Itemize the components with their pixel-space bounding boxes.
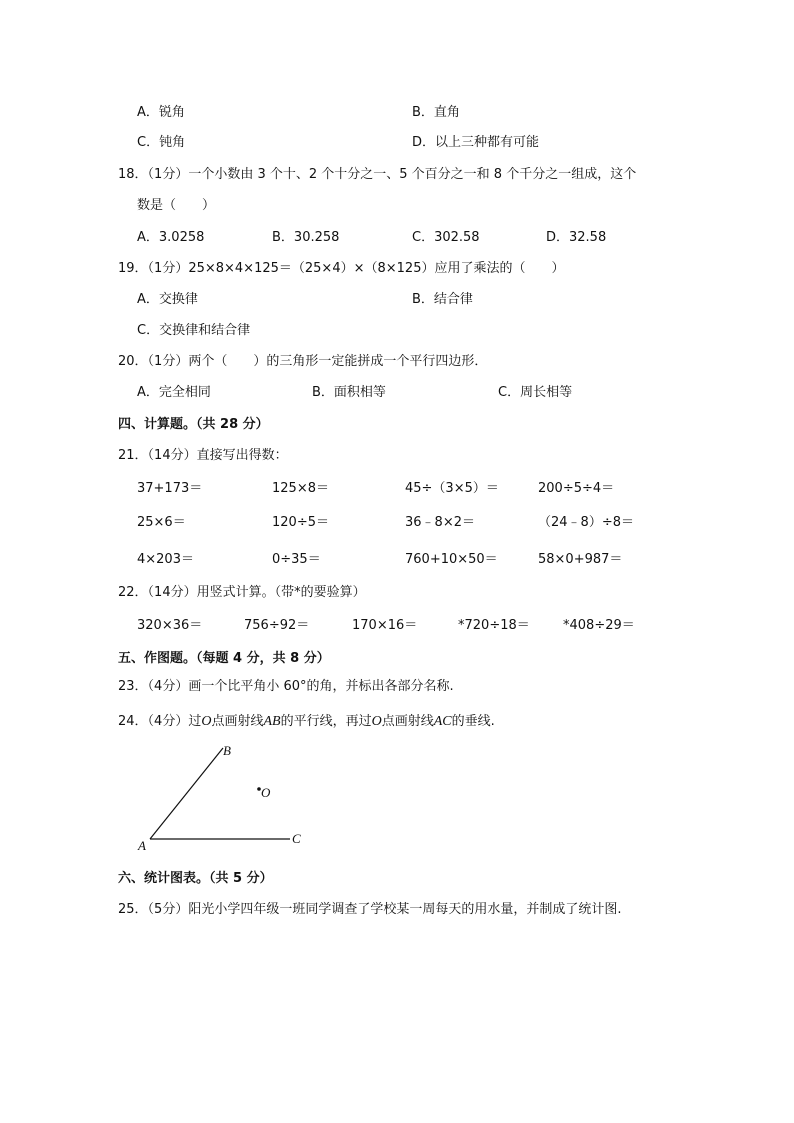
q20-option-c: C．周长相等 [498, 385, 573, 400]
q21-r3-c2: 0÷35＝ [272, 552, 321, 567]
q21-r1-c4: 200÷5÷4＝ [538, 481, 615, 496]
section5-title: 五、作图题。（每题 4 分，共 8 分） [118, 651, 330, 666]
q21-r3-c4: 58×0+987＝ [538, 552, 623, 567]
q24-point-o: O [201, 714, 212, 729]
q19-option-a: A．交换律 [137, 292, 198, 307]
q20-stem: 20．（1分）两个（ ）的三角形一定能拼成一个平行四边形． [118, 354, 488, 369]
q21-r1-c1: 37+173＝ [137, 481, 203, 496]
q24-point-o-2: O [371, 714, 382, 729]
q21-r2-c4: （24﹣8）÷8＝ [538, 515, 634, 530]
q20-option-b: B．面积相等 [312, 385, 386, 400]
q18-stem-line2: 数是（ ） [137, 198, 216, 213]
label-b: B [223, 743, 231, 758]
q24-stem-part-4: 点画射线 [381, 714, 434, 729]
q18-option-d: D．32.58 [546, 230, 607, 245]
q21-r3-c3: 760+10×50＝ [405, 552, 498, 567]
q22-stem: 22．（14分）用竖式计算。（带*的要验算） [118, 585, 366, 600]
q23-stem: 23．（4分）画一个比平角小 60°的角，并标出各部分名称. [118, 679, 454, 694]
q22-item-1: 320×36＝ [137, 618, 203, 633]
section6-title: 六、统计图表。（共 5 分） [118, 871, 273, 886]
q17-option-b: B．直角 [412, 105, 460, 120]
q24-stem [118, 713, 495, 731]
q21-r2-c1: 25×6＝ [137, 515, 186, 530]
section4-title: 四、计算题。（共 28 分） [118, 417, 269, 432]
q20-option-a: A．完全相同 [137, 385, 211, 400]
q24-stem-part-3: 的平行线，再过 [280, 714, 372, 729]
q22-item-5: *408÷29＝ [563, 618, 635, 633]
q21-r1-c2: 125×8＝ [272, 481, 329, 496]
q18-option-a: A．3.0258 [137, 230, 205, 245]
q25-stem: 25．（5分）阳光小学四年级一班同学调查了学校某一周每天的用水量，并制成了统计图. [118, 902, 622, 917]
q24-stem-part-1: 24．（4分）过 [118, 714, 202, 729]
q17-option-d: D．以上三种都有可能 [412, 135, 540, 150]
q22-item-3: 170×16＝ [352, 618, 418, 633]
q19-option-b: B．结合律 [412, 292, 473, 307]
q21-r3-c1: 4×203＝ [137, 552, 194, 567]
q17-option-c: C．钝角 [137, 135, 186, 150]
q17-option-a: A．锐角 [137, 105, 185, 120]
label-a: A [138, 838, 146, 853]
q18-stem-line1: 18．（1分）一个小数由 3 个十、2 个十分之一、5 个百分之一和 8 个千分之一组成，这个 [118, 167, 637, 182]
q19-option-c: C．交换律和结合律 [137, 323, 251, 338]
q24-stem-part-2: 点画射线 [211, 714, 264, 729]
ray-ab-line [150, 748, 223, 839]
q21-r2-c2: 120÷5＝ [272, 515, 329, 530]
q21-r1-c3: 45÷（3×5）＝ [405, 481, 499, 496]
q24-ray-ab: AB [263, 714, 281, 729]
q22-item-4: *720÷18＝ [458, 618, 530, 633]
q18-option-c: C．302.58 [412, 230, 480, 245]
q24-angle-figure [130, 738, 320, 858]
q22-item-2: 756÷92＝ [244, 618, 310, 633]
q24-stem-part-5: 的垂线. [451, 714, 495, 729]
q18-option-b: B．30.258 [272, 230, 340, 245]
q21-r2-c3: 36﹣8×2＝ [405, 515, 475, 530]
label-c: C [292, 831, 301, 846]
label-o: O [261, 785, 271, 800]
q21-stem: 21．（14分）直接写出得数： [118, 448, 288, 463]
q24-ray-ac: AC [433, 714, 452, 729]
q19-stem: 19．（1分）25×8×4×125＝（25×4）×（8×125）应用了乘法的（ ） [118, 261, 565, 276]
